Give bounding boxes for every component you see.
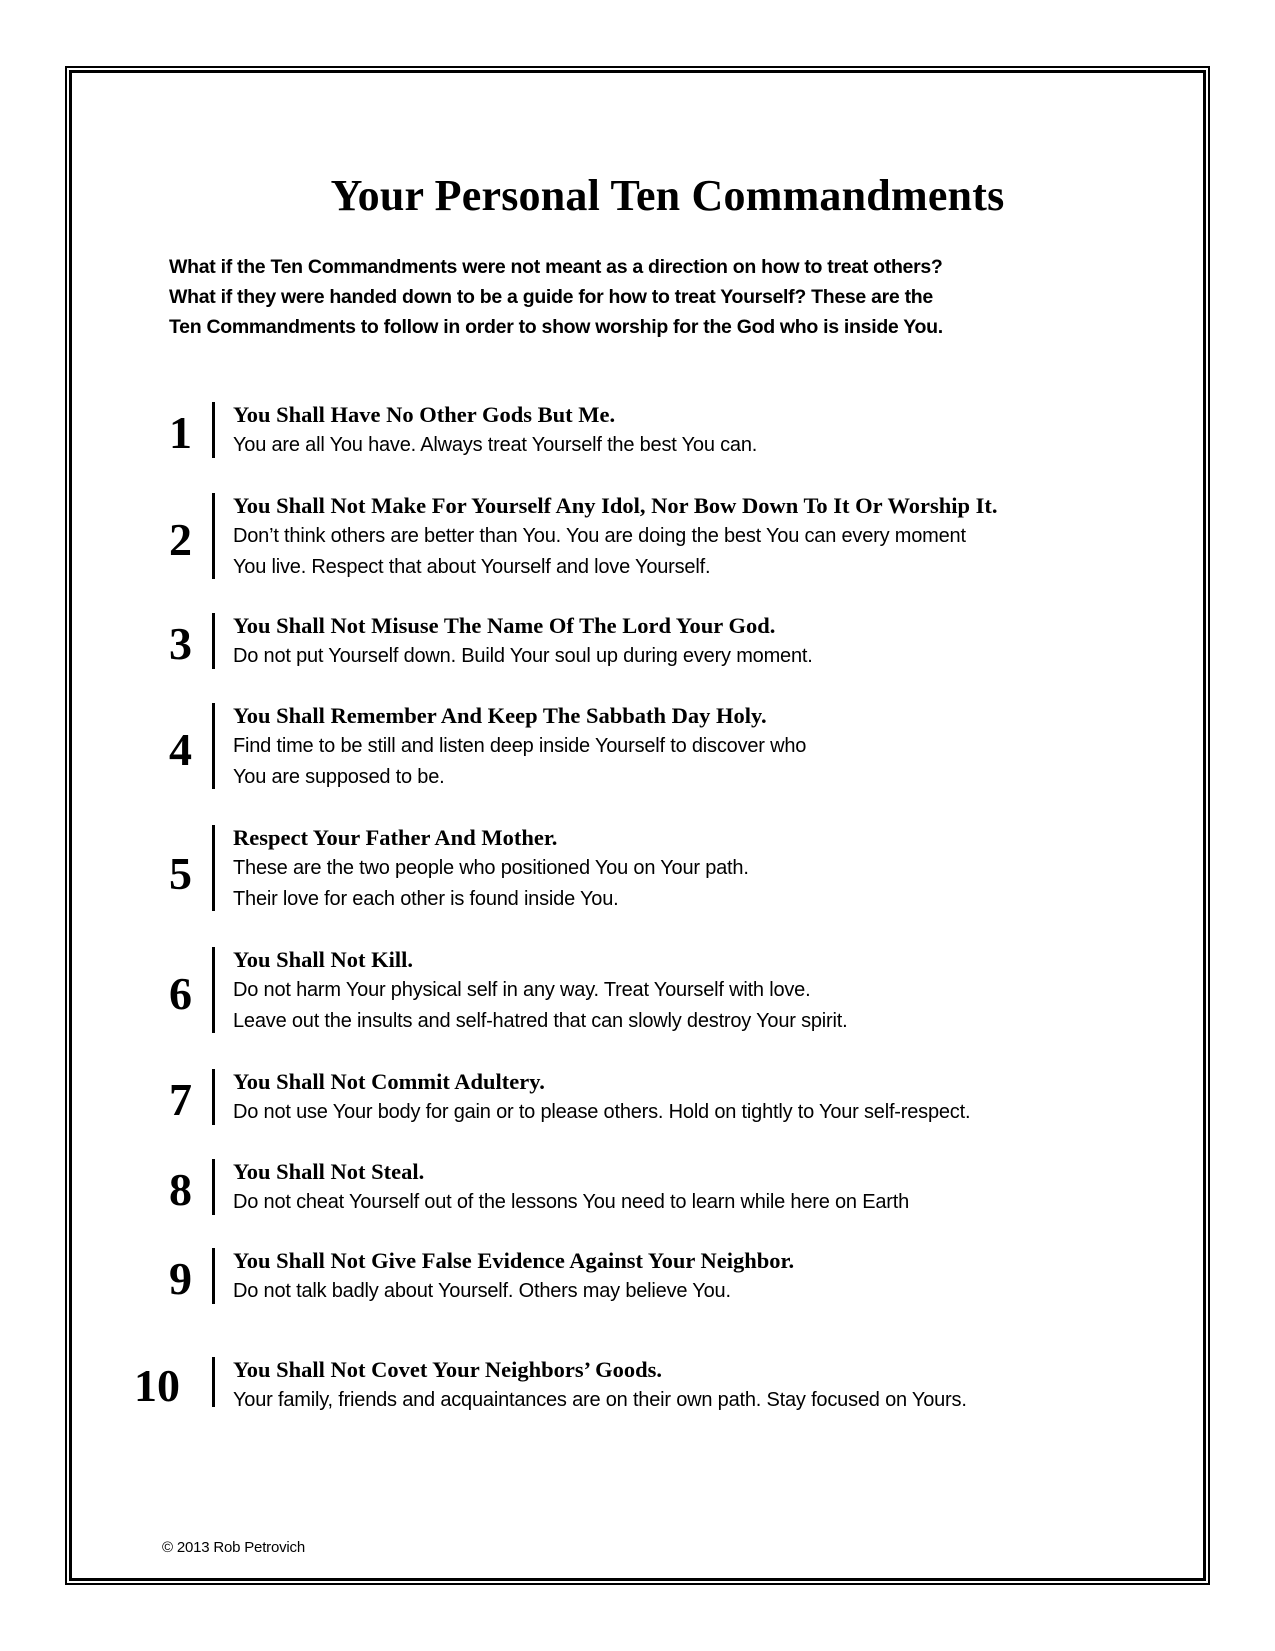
- vertical-divider: [212, 825, 215, 911]
- commandment-heading: Respect Your Father And Mother.: [233, 825, 558, 850]
- commandment-line: You are supposed to be.: [233, 766, 445, 788]
- intro-line: What if the Ten Commandments were not meant as a direction on how to treat others?: [169, 256, 943, 278]
- commandment-heading: You Shall Not Covet Your Neighbors’ Goods.: [233, 1357, 663, 1382]
- commandment-line: Don’t think others are better than You. You are doing the best You can every moment: [233, 525, 966, 547]
- commandment-line: Their love for each other is found inside You.: [233, 888, 619, 910]
- commandment-line: Your family, friends and acquaintances are on their own path. Stay focused on Yours.: [233, 1389, 967, 1411]
- commandment-heading: You Shall Remember And Keep The Sabbath Day Holy.: [233, 703, 767, 728]
- vertical-divider: [212, 1248, 215, 1304]
- vertical-divider: [212, 613, 215, 669]
- commandment-number: 8: [169, 1164, 192, 1215]
- commandment-number: 5: [169, 848, 192, 899]
- commandment-number: 9: [169, 1253, 192, 1304]
- vertical-divider: [212, 493, 215, 579]
- commandment-number: 7: [169, 1074, 192, 1125]
- commandment-heading: You Shall Have No Other Gods But Me.: [233, 402, 616, 427]
- vertical-divider: [212, 947, 215, 1033]
- vertical-divider: [212, 1357, 215, 1407]
- commandment-line: Do not put Yourself down. Build Your soul up during every moment.: [233, 645, 813, 667]
- intro-line: Ten Commandments to follow in order to show worship for the God who is inside You.: [169, 316, 943, 338]
- commandment-line: Leave out the insults and self-hatred that can slowly destroy Your spirit.: [233, 1010, 848, 1032]
- commandment-line: Do not talk badly about Yourself. Others may believe You.: [233, 1280, 731, 1302]
- commandment-number: 10: [134, 1360, 180, 1411]
- intro-paragraph: [169, 252, 1129, 342]
- commandment-heading: You Shall Not Make For Yourself Any Idol, Nor Bow Down To It Or Worship It.: [233, 493, 998, 518]
- commandment-heading: You Shall Not Steal.: [233, 1159, 425, 1184]
- commandment-number: 2: [169, 514, 192, 565]
- commandment-line: Do not harm Your physical self in any way. Treat Yourself with love.: [233, 979, 811, 1001]
- commandment-line: You are all You have. Always treat Yourself the best You can.: [233, 434, 758, 456]
- commandment-number: 6: [169, 968, 192, 1019]
- vertical-divider: [212, 402, 215, 458]
- commandment-heading: You Shall Not Kill.: [233, 947, 414, 972]
- page-title: Your Personal Ten Commandments: [330, 171, 1005, 220]
- commandment-number: 1: [169, 407, 192, 458]
- commandment-heading: You Shall Not Commit Adultery.: [233, 1069, 545, 1094]
- vertical-divider: [212, 703, 215, 789]
- intro-line: What if they were handed down to be a guide for how to treat Yourself? These are the: [169, 286, 933, 308]
- commandment-line: You live. Respect that about Yourself and love Yourself.: [233, 556, 711, 578]
- vertical-divider: [212, 1159, 215, 1215]
- commandment-line: Do not use Your body for gain or to please others. Hold on tightly to Your self-respect.: [233, 1101, 971, 1123]
- commandment-number: 4: [169, 724, 192, 775]
- vertical-divider: [212, 1069, 215, 1125]
- copyright-footer: © 2013 Rob Petrovich: [162, 1539, 305, 1556]
- commandment-heading: You Shall Not Misuse The Name Of The Lord Your God.: [233, 613, 776, 638]
- commandment-line: These are the two people who positioned You on Your path.: [233, 857, 749, 879]
- commandment-number: 3: [169, 618, 192, 669]
- commandment-line: Find time to be still and listen deep inside Yourself to discover who: [233, 735, 807, 757]
- commandment-line: Do not cheat Yourself out of the lessons You need to learn while here on Earth: [233, 1191, 910, 1213]
- commandment-heading: You Shall Not Give False Evidence Against Your Neighbor.: [233, 1248, 795, 1273]
